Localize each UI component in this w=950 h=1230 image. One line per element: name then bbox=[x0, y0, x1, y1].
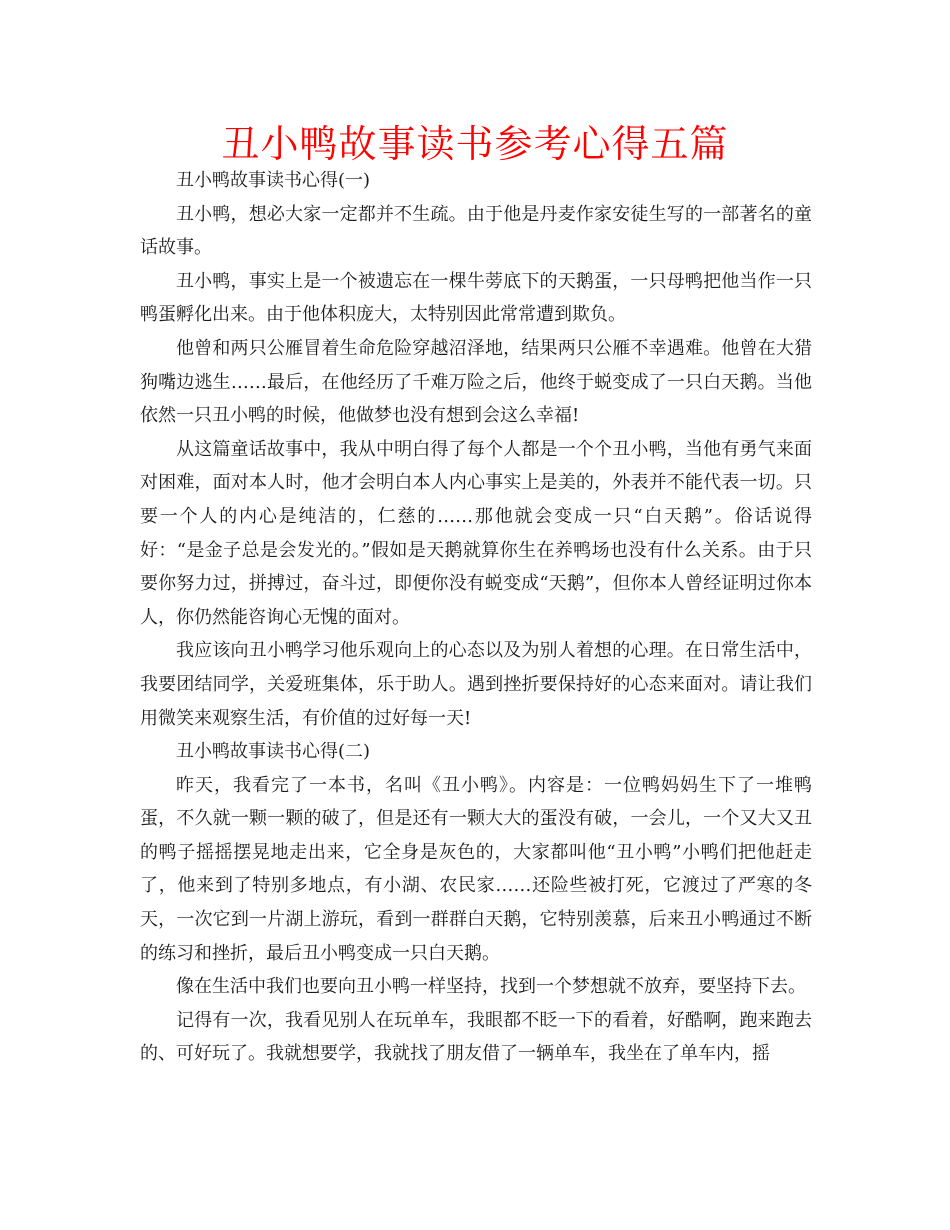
document-body bbox=[140, 164, 812, 1071]
body-paragraph: 昨天，我看完了一本书，名叫《丑小鸭》。内容是：一位鸭妈妈生下了一堆鸭蛋，不久就一颗一颗的破了，但是还有一颗大大的蛋没有破，一会儿，一个又大又丑的鸭子摇摇摆晃地走出来，它全身是灰色的，大家都叫他“丑小鸭”小鸭们把他赶走了，他来到了特别多地点，有小湖、农民家……还险些被打死，它渡过了严寒的冬天，一次它到一片湖上游玩，看到一群群白天鹅，它特别羡慕，后来丑小鸭通过不断的练习和挫折，最后丑小鸭变成一只白天鹅。 bbox=[140, 774, 812, 964]
body-paragraph: 丑小鸭，想必大家一定都并不生疏。由于他是丹麦作家安徒生写的一部著名的童话故事。 bbox=[140, 203, 812, 259]
body-paragraph: 记得有一次，我看见别人在玩单车，我眼都不眨一下的看着，好酷啊，跑来跑去的、可好玩了。我就想要学，我就找了朋友借了一辆单车，我坐在了单车内，摇 bbox=[140, 1009, 812, 1065]
document-title: 丑小鸭故事读书参考心得五篇 bbox=[221, 122, 729, 166]
section-heading-1: 丑小鸭故事读书心得(一) bbox=[176, 170, 371, 191]
body-paragraph: 我应该向丑小鸭学习他乐观向上的心态以及为别人着想的心理。在日常生活中，我要团结同学，关爱班集体，乐于助人。遇到挫折要保持好的心态来面对。请让我们用微笑来观察生活，有价值的过好每一天! bbox=[140, 640, 812, 729]
body-paragraph: 他曾和两只公雁冒着生命危险穿越沼泽地，结果两只公雁不幸遇难。他曾在大猎狗嘴边逃生……最后，在他经历了千难万险之后，他终于蜕变成了一只白天鹅。当他依然一只丑小鸭的时候，他做梦也没有想到会这么幸福! bbox=[140, 337, 812, 427]
body-paragraph: 从这篇童话故事中，我从中明白得了每个人都是一个个丑小鸭，当他有勇气来面对困难，面对本人时，他才会明白本人内心事实上是美的，外表并不能代表一切。只要一个人的内心是纯洁的，仁慈的……那他就会变成一只“白天鹅”。俗话说得好：“是金子总是会发光的。”假如是天鹅就算你生在养鸭场也没有什么关系。由于只要你努力过，拼搏过，奋斗过，即便你没有蜕变成“天鹅”，但你本人曾经证明过你本人，你仍然能咨询心无愧的面对。 bbox=[140, 438, 812, 628]
body-paragraph: 像在生活中我们也要向丑小鸭一样坚持，找到一个梦想就不放弃，要坚持下去。 bbox=[176, 976, 806, 998]
body-paragraph: 丑小鸭，事实上是一个被遗忘在一棵牛蒡底下的天鹅蛋，一只母鸭把他当作一只鸭蛋孵化出来。由于他体积庞大，太特别因此常常遭到欺负。 bbox=[140, 270, 812, 326]
section-heading-2: 丑小鸭故事读书心得(二) bbox=[176, 741, 371, 763]
